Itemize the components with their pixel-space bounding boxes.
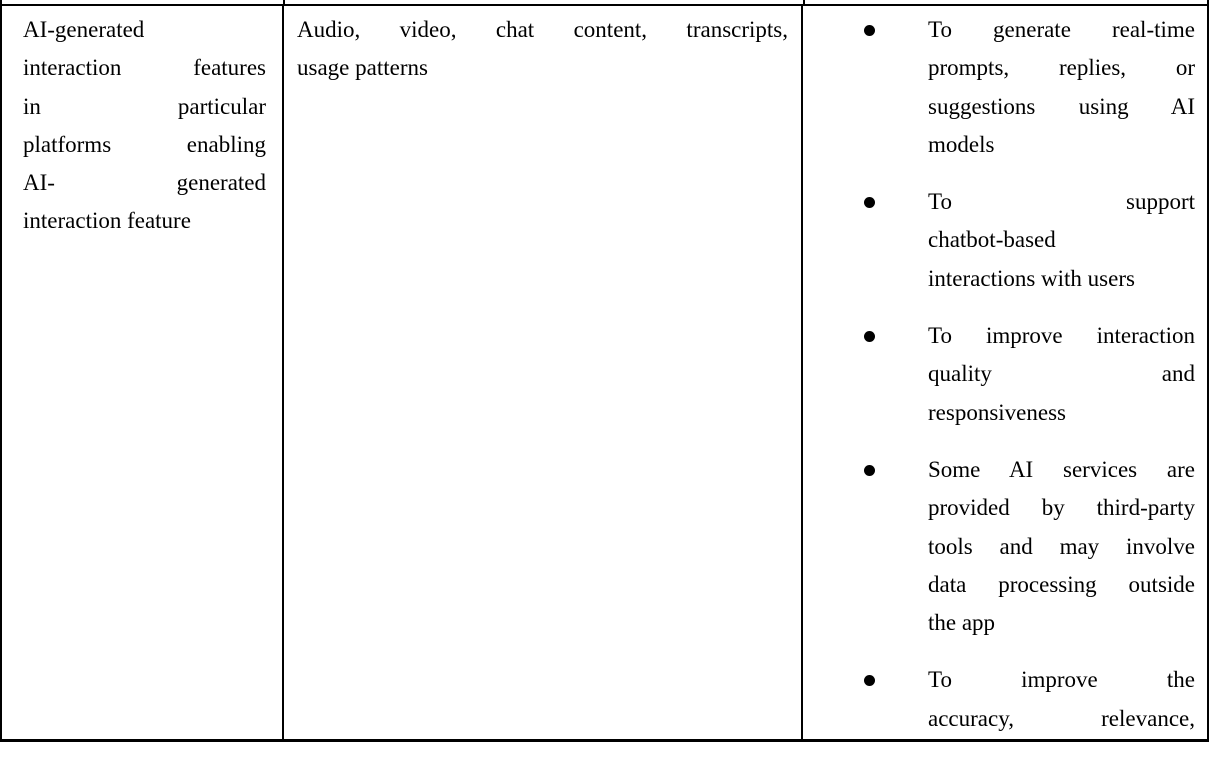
bullet-text xyxy=(928,317,1195,432)
purpose-text-line: To support xyxy=(928,189,1195,215)
purpose-text-line: Some AI services are xyxy=(928,456,1195,482)
list-item xyxy=(803,661,1195,738)
feature-cell xyxy=(2,6,284,739)
feature-text-line: interaction features xyxy=(23,55,266,81)
feature-text-line: interaction feature xyxy=(23,208,191,234)
bullet-text xyxy=(928,183,1195,298)
purpose-text-line: tools and may involve xyxy=(928,533,1195,559)
list-item xyxy=(803,451,1195,642)
purpose-text-line: prompts, replies, or xyxy=(928,55,1195,81)
feature-text-line: in particular xyxy=(23,93,266,119)
data-processing-table xyxy=(0,4,1209,742)
bullet-icon xyxy=(864,197,875,208)
purpose-text-line: the app xyxy=(928,610,996,636)
bullet-icon xyxy=(864,331,875,342)
list-item xyxy=(803,317,1195,432)
purpose-text-line: suggestions using AI xyxy=(928,93,1195,119)
purpose-text-line: To improve the xyxy=(928,667,1195,693)
list-item xyxy=(803,183,1195,298)
bullet-text xyxy=(928,451,1195,642)
bullet-icon xyxy=(864,25,875,36)
purpose-text-line: To improve interaction xyxy=(928,323,1195,349)
list-item xyxy=(803,11,1195,164)
purpose-text-line: data processing outside xyxy=(928,571,1195,597)
purpose-text-line: quality and xyxy=(928,361,1195,387)
purpose-text-line: chatbot-based xyxy=(928,227,1056,253)
data-categories-text-line: usage patterns xyxy=(297,55,428,81)
feature-text-line: AI-generated xyxy=(23,17,145,42)
bullet-text xyxy=(928,661,1195,738)
purpose-text-line: provided by third-party xyxy=(928,495,1195,521)
purpose-text-line: accuracy, relevance, xyxy=(928,705,1195,731)
data-categories-text-line: Audio, video, chat content, transcripts, xyxy=(297,17,788,42)
feature-text-line: platforms enabling xyxy=(23,131,266,157)
purpose-text-line: models xyxy=(928,131,995,157)
purpose-text-line: To generate real-time xyxy=(928,17,1195,42)
purpose-text-line: responsiveness xyxy=(928,399,1066,425)
bullet-text xyxy=(928,11,1195,164)
purpose-bullet-list xyxy=(803,11,1195,738)
table-row xyxy=(2,6,1207,739)
purpose-cell xyxy=(803,6,1207,739)
purpose-text-line: interactions with users xyxy=(928,265,1135,291)
feature-text-line: AI- generated xyxy=(23,170,266,196)
bullet-icon xyxy=(864,465,875,476)
data-categories-cell xyxy=(284,6,803,739)
bullet-icon xyxy=(864,675,875,686)
